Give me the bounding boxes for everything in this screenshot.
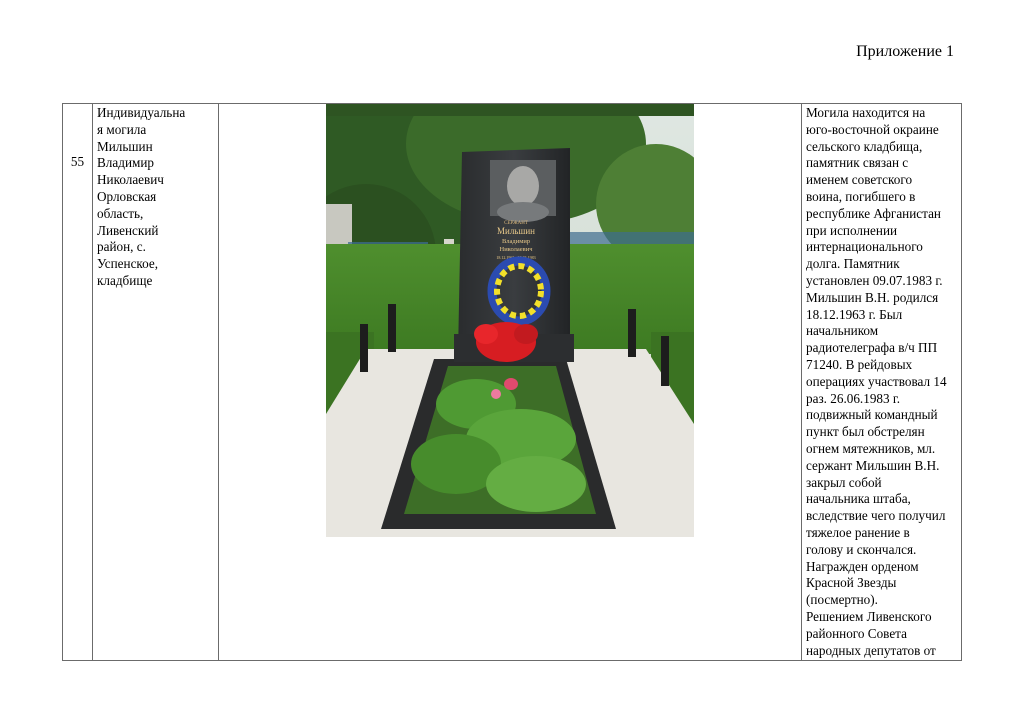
description-line: именем советского: [806, 172, 913, 188]
name-line: Орловская: [97, 188, 157, 204]
description-line: радиотелеграфа в/ч ПП: [806, 340, 938, 356]
appendix-label: Приложение 1: [856, 43, 954, 60]
description-line: Решением Ливенского: [806, 608, 932, 624]
description-line: сельского кладбища,: [806, 138, 923, 154]
grave-photo: [326, 104, 694, 537]
description-line: начальника штаба,: [806, 491, 911, 507]
description-line: (посмертно).: [806, 592, 878, 608]
burial-name-cell: [93, 104, 219, 661]
monument-rank: СЕРЖАНТ: [504, 221, 528, 226]
description-line: подвижный командный: [806, 407, 938, 423]
name-line: Успенское,: [97, 256, 159, 272]
monument-patronymic: Николаевич: [499, 246, 533, 253]
name-line: Мильшин: [97, 138, 153, 154]
description-line: 71240. В рейдовых: [806, 356, 913, 372]
grave-photo-illustration: [326, 104, 694, 537]
description-line: раз. 26.06.1983 г.: [806, 390, 901, 406]
description-line: Мильшин В.Н. родился: [806, 289, 939, 305]
name-line: Владимир: [97, 155, 154, 171]
description-line: долга. Памятник: [806, 256, 900, 272]
description-line: воина, погибшего в: [806, 188, 916, 204]
name-line: кладбище: [97, 272, 153, 288]
description-cell: [802, 104, 962, 661]
description-line: 18.12.1963 г. Был: [806, 306, 903, 322]
name-line: Индивидуальна: [97, 105, 186, 120]
monument-dates: 18.12.1963 - 26.06.1983: [496, 255, 536, 260]
description-line: вследствие чего получил: [806, 508, 946, 524]
description-line: сержант Мильшин В.Н.: [806, 457, 940, 473]
row-number: 55: [63, 104, 93, 661]
description-line: интернационального: [806, 239, 923, 255]
name-line: Николаевич: [97, 172, 164, 188]
name-line: я могила: [97, 121, 147, 137]
description-line: Могила находится на: [806, 105, 926, 120]
name-line: область,: [97, 205, 144, 221]
memorial-table: [62, 103, 962, 661]
description-line: районного Совета: [806, 625, 907, 641]
description-line: операциях участвовал 14: [806, 373, 947, 389]
table-row: [63, 104, 962, 661]
description-line: памятник связан с: [806, 155, 909, 171]
description-line: установлен 09.07.1983 г.: [806, 272, 943, 288]
description-line: закрыл собой: [806, 474, 882, 490]
description-line: огнем мятежников, мл.: [806, 440, 936, 456]
description-line: народных депутатов от: [806, 642, 936, 658]
description-line: Награжден орденом: [806, 558, 919, 574]
monument-given: Владимир: [501, 238, 531, 245]
description-line: голову и скончался.: [806, 541, 917, 557]
description-line: республике Афганистан: [806, 205, 941, 221]
description-line: пункт был обстрелян: [806, 424, 925, 440]
name-line: район, с.: [97, 239, 146, 255]
description-line: начальником: [806, 323, 879, 339]
description-line: при исполнении: [806, 222, 898, 238]
description-line: Красной Звезды: [806, 575, 897, 591]
description-line: тяжелое ранение в: [806, 524, 910, 540]
name-line: Ливенский: [97, 222, 159, 238]
monument-surname: Мильшин: [497, 226, 535, 236]
description-line: юго-восточной окраине: [806, 121, 939, 137]
photo-cell: [219, 104, 802, 661]
